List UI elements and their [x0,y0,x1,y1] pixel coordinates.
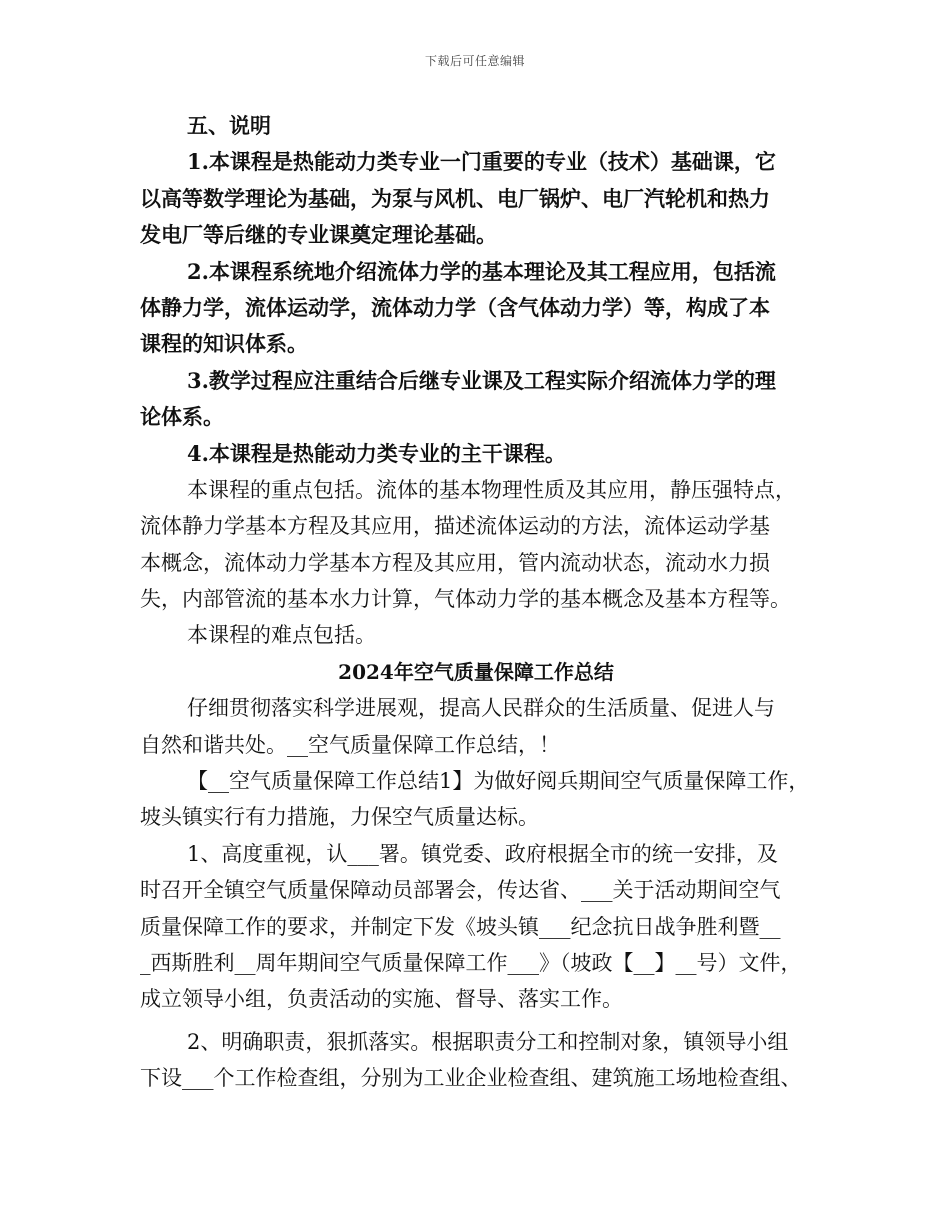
article-paragraph-3 [140,1024,812,1097]
text-line: 2、明确职责，狠抓落实。根据职责分工和控制对象，镇领导小组 [187,1029,789,1054]
text-line: 成立领导小组，负责活动的实施、督导、落实工作。 [140,987,623,1012]
section-heading: 五、说明 [187,113,271,138]
article-intro [140,690,812,763]
text-line: 仔细贯彻落实科学进展观，提高人民群众的生活质量、促进人与 [187,696,775,721]
course-item-2 [140,254,812,363]
text-line: 自然和谐共处。__空气质量保障工作总结，！ [140,732,560,757]
text-line: 论体系。 [140,404,224,430]
document-body [140,108,812,1097]
difficulties-paragraph: 本课程的难点包括。 [187,623,376,648]
course-item-3 [140,363,812,436]
page-header: 下载后可任意编辑 [424,54,525,68]
text-line: 2.本课程系统地介绍流体力学的基本理论及其工程应用，包括流 [187,258,776,284]
text-line: 4.本课程是热能动力类专业的主干课程。 [187,440,566,466]
text-line: 发电厂等后继的专业课奠定理论基础。 [140,222,497,248]
course-item-1 [140,144,812,253]
text-line: 失，内部管流的基本水力计算，气体动力学的基本概念及基本方程等。 [140,587,791,612]
text-line: 下设___个工作检查组，分别为工业企业检查组、建筑施工场地检查组、 [140,1066,802,1091]
text-line: 1、高度重视，认___署。镇党委、政府根据全市的统一安排，及 [187,841,778,866]
text-line: 坡头镇实行有力措施，力保空气质量达标。 [140,805,539,830]
text-line: 【__空气质量保障工作总结1】为做好阅兵期间空气质量保障工作， [187,769,810,794]
text-line: 体静力学，流体运动学，流体动力学（含气体动力学）等，构成了本 [140,294,770,320]
text-line: 质量保障工作的要求，并制定下发《坡头镇___纪念抗日战争胜利暨__ [140,914,781,939]
article-title: 2024年空气质量保障工作总结 [338,659,614,684]
text-line: 以高等数学理论为基础，为泵与风机、电厂锅炉、电厂汽轮机和热力 [140,185,770,211]
article-paragraph-1 [140,763,812,836]
text-line: 时召开全镇空气质量保障动员部署会，传达省、___关于活动期间空气 [140,878,781,903]
text-line: _西斯胜利__周年期间空气质量保障工作___》（坡政【__】__号）文件， [140,950,802,975]
text-line: 流体静力学基本方程及其应用，描述流体运动的方法，流体运动学基 [140,514,770,539]
text-line: 1.本课程是热能动力类专业一门重要的专业（技术）基础课，它 [187,149,776,175]
text-line: 3.教学过程应注重结合后继专业课及工程实际介绍流体力学的理 [187,367,776,393]
key-points-paragraph [140,472,812,618]
text-line: 本课程的重点包括。流体的基本物理性质及其应用，静压强特点， [187,477,796,502]
text-line: 课程的知识体系。 [140,331,308,357]
text-line: 本概念，流体动力学基本方程及其应用，管内流动状态，流动水力损 [140,550,770,575]
article-paragraph-2 [140,836,812,1018]
course-item-4 [140,436,812,472]
